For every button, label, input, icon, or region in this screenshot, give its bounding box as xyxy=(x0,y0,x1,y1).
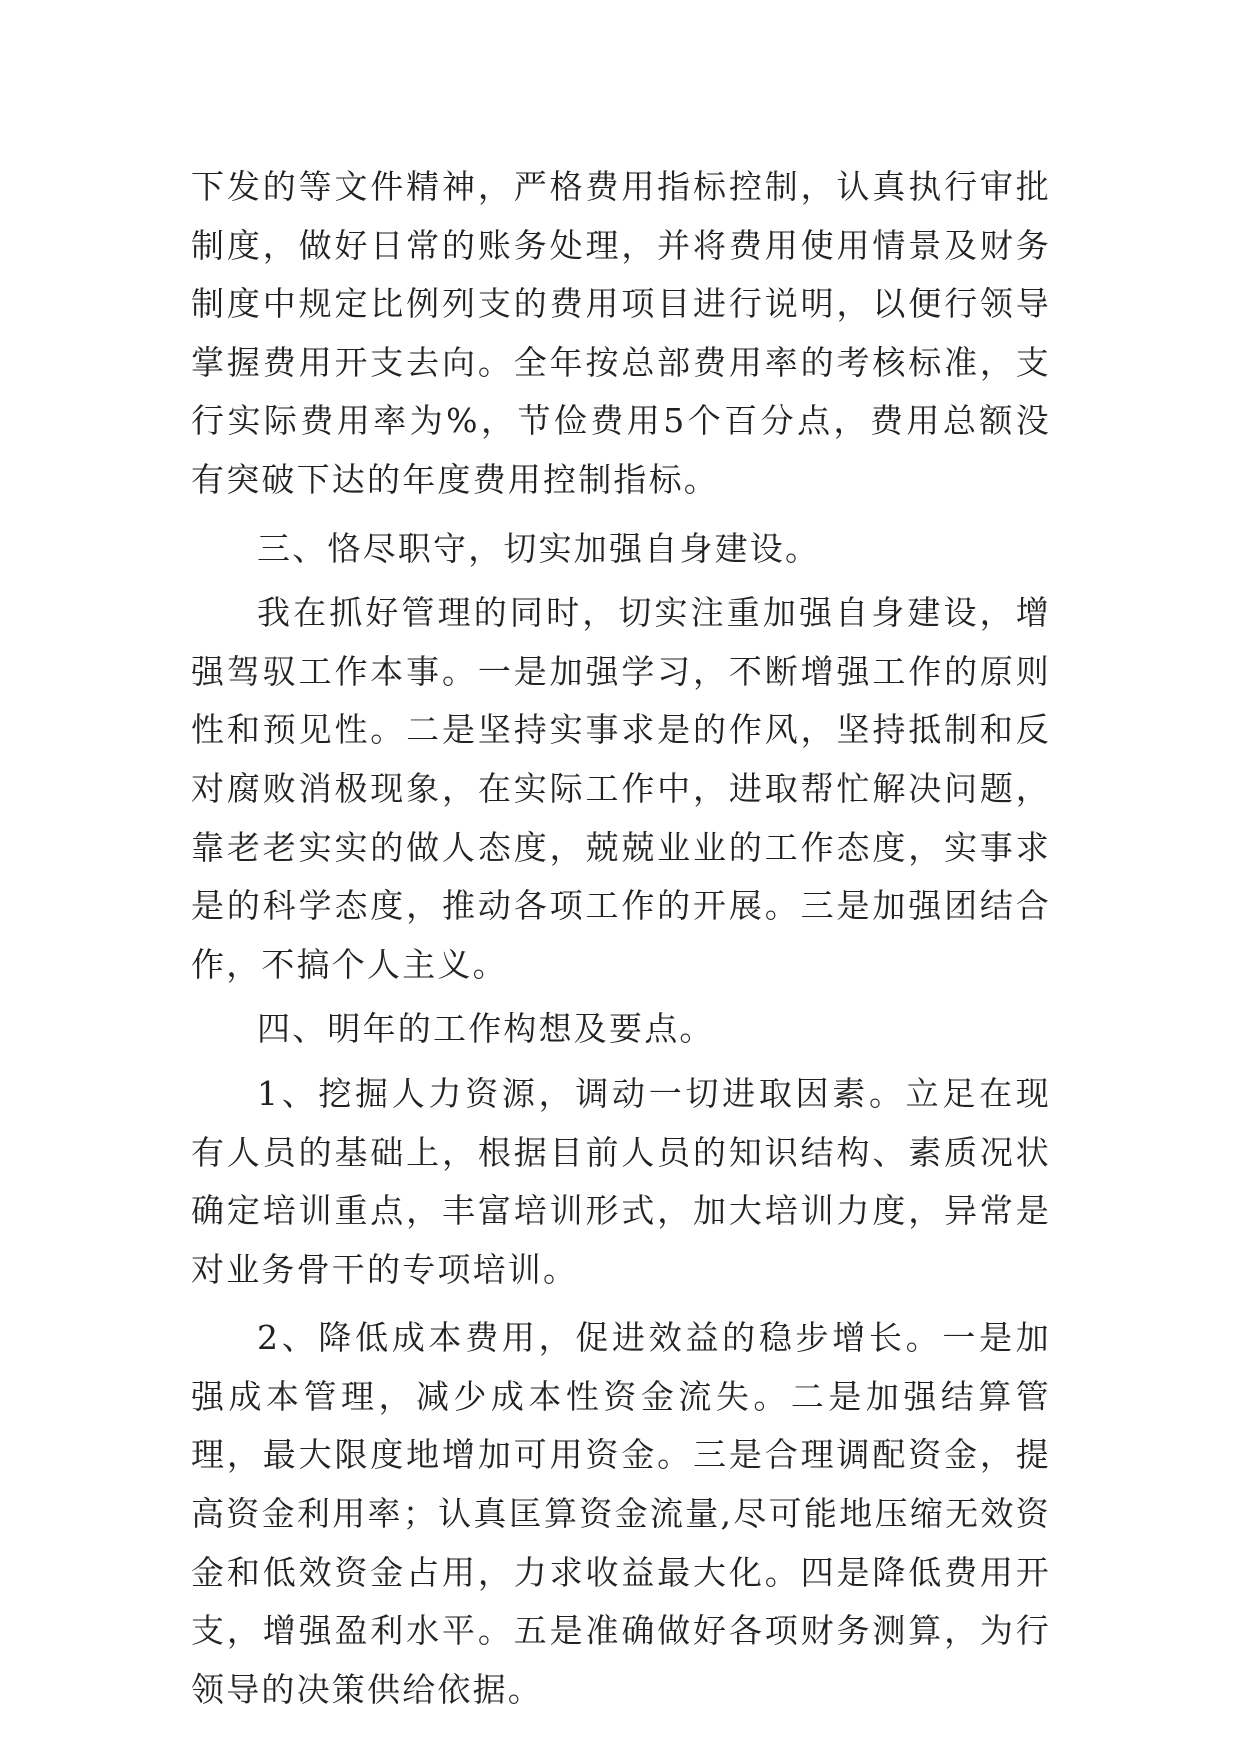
heading-self-construction: 三、恪尽职守，切实加强自身建设。 xyxy=(257,528,821,568)
paragraph-cost-reduction: 2、降低成本费用，促进效益的稳步增长。一是加强成本管理，减少成本性资金流失。二是加强结算管理，最大限度地增加可用资金。三是合理调配资金，提高资金利用率；认真匡算资金流量,尽可能地压缩无效资金和低效资金占用，力求收益最大化。四是降低费用开支，增强盈利水平。五是准确做好各项财务测算，为行领导的决策供给依据。 xyxy=(191,1318,1051,1709)
paragraph-human-resources: 1、挖掘人力资源，调动一切进取因素。立足在现有人员的基础上，根据目前人员的知识结构、素质况状确定培训重点，丰富培训形式，加大培训力度，异常是对业务骨干的专项培训。 xyxy=(191,1073,1051,1289)
heading-next-year-plan: 四、明年的工作构想及要点。 xyxy=(257,1009,715,1049)
paragraph-expense-control: 下发的等文件精神，严格费用指标控制，认真执行审批制度，做好日常的账务处理，并将费用使用情景及财务制度中规定比例列支的费用项目进行说明，以便行领导掌握费用开支去向。全年按总部费用率的考核标准，支行实际费用率为%，节俭费用5个百分点，费用总额没有突破下达的年度费用控制指标。 xyxy=(191,167,1051,499)
document-body xyxy=(191,158,1051,1719)
paragraph-self-construction: 我在抓好管理的同时，切实注重加强自身建设，增强驾驭工作本事。一是加强学习，不断增强工作的原则性和预见性。二是坚持实事求是的作风，坚持抵制和反对腐败消极现象，在实际工作中，进取帮忙解决问题，靠老老实实的做人态度，兢兢业业的工作态度，实事求是的科学态度，推动各项工作的开展。三是加强团结合作，不搞个人主义。 xyxy=(191,593,1051,984)
